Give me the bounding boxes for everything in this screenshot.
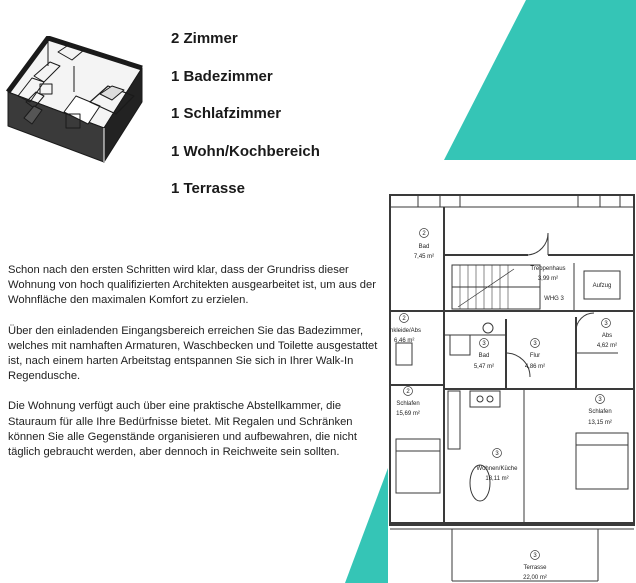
svg-text:3: 3 — [495, 451, 499, 457]
room-label — [530, 266, 565, 282]
room-label — [414, 229, 434, 261]
svg-text:2: 2 — [402, 316, 406, 322]
svg-text:3: 3 — [533, 553, 537, 559]
svg-text:Schlafen: Schlafen — [588, 409, 612, 415]
svg-text:Treppenhaus: Treppenhaus — [530, 266, 566, 272]
svg-text:5,47 m²: 5,47 m² — [473, 364, 495, 370]
svg-text:3: 3 — [482, 341, 486, 347]
svg-text:6,46 m²: 6,46 m² — [394, 338, 415, 344]
svg-text:Terrasse: Terrasse — [523, 565, 547, 571]
room-label — [477, 449, 519, 483]
description-paragraph: Über den einladenden Eingangsbereich erreichen Sie das Badezimmer, welches mit namhaften Armaturen, Waschbecken und Toilette ausgestattet ist, nach einem harten Arbeitstag entspannen Sie sich in Ihrer Walk-In Regendusche. — [8, 324, 378, 383]
isometric-room-illustration — [4, 36, 146, 164]
feature-item: 1 Terrasse — [171, 180, 245, 197]
feature-item: 2 Zimmer — [171, 30, 238, 47]
svg-text:15,69 m²: 15,69 m² — [396, 411, 420, 417]
svg-text:3,99 m²: 3,99 m² — [537, 276, 559, 282]
room-label — [593, 283, 612, 289]
room-label — [525, 339, 545, 371]
room-label — [474, 339, 494, 371]
svg-text:4,86 m²: 4,86 m² — [524, 364, 546, 370]
svg-text:Aufzug: Aufzug — [592, 283, 612, 289]
floor-plan — [388, 193, 636, 583]
svg-text:nkleide/Abs: nkleide/Abs — [390, 328, 422, 334]
svg-text:22,00 m²: 22,00 m² — [523, 575, 547, 581]
svg-text:Flur: Flur — [529, 353, 541, 359]
room-label — [544, 296, 564, 302]
description-paragraph: Die Wohnung verfügt auch über eine praktische Abstellkammer, die Stauraum für alle Ihre Bedürfnisse bietet. Mit Regalen und Schränken können Sie alle Gegenstände organisieren und aufbewahren, die nicht täglich gebraucht werden, aber dennoch in Reichweite sein sollten. — [8, 400, 357, 459]
floor-plan-drawing — [388, 193, 636, 583]
room-label — [390, 314, 421, 345]
svg-text:3: 3 — [533, 341, 537, 347]
feature-list — [171, 30, 320, 218]
room-label — [523, 551, 547, 582]
svg-text:Bad: Bad — [418, 244, 430, 250]
feature-item: 1 Badezimmer — [171, 67, 273, 85]
feature-item: 1 Schlafzimmer — [171, 105, 282, 122]
svg-text:4,62 m²: 4,62 m² — [596, 343, 618, 349]
svg-text:18,11 m²: 18,11 m² — [485, 476, 509, 482]
svg-text:3: 3 — [604, 321, 608, 327]
room-label — [597, 319, 617, 350]
svg-text:2: 2 — [406, 389, 410, 395]
description-text — [8, 263, 383, 475]
svg-text:13,15 m²: 13,15 m² — [588, 420, 612, 426]
svg-text:3: 3 — [598, 397, 602, 403]
svg-text:Wohnen/Küche: Wohnen/Küche — [476, 466, 518, 472]
svg-text:Bad: Bad — [478, 353, 490, 359]
feature-item: 1 Wohn/Kochbereich — [171, 142, 320, 160]
room-label — [396, 387, 420, 418]
svg-text:Schlafen: Schlafen — [396, 401, 420, 407]
svg-text:7,45 m²: 7,45 m² — [413, 254, 435, 260]
svg-text:Abs: Abs — [601, 333, 613, 339]
svg-text:2: 2 — [422, 231, 426, 237]
svg-text:WHG 3: WHG 3 — [544, 296, 564, 302]
room-label — [588, 395, 612, 427]
description-paragraph: Schon nach den ersten Schritten wird klar, dass der Grundriss dieser Wohnung von hoch qualifizierten Architekten ausgearbeitet ist, um aus der Wohnfläche den maximalen Komfort zu erzielen. — [8, 264, 376, 307]
